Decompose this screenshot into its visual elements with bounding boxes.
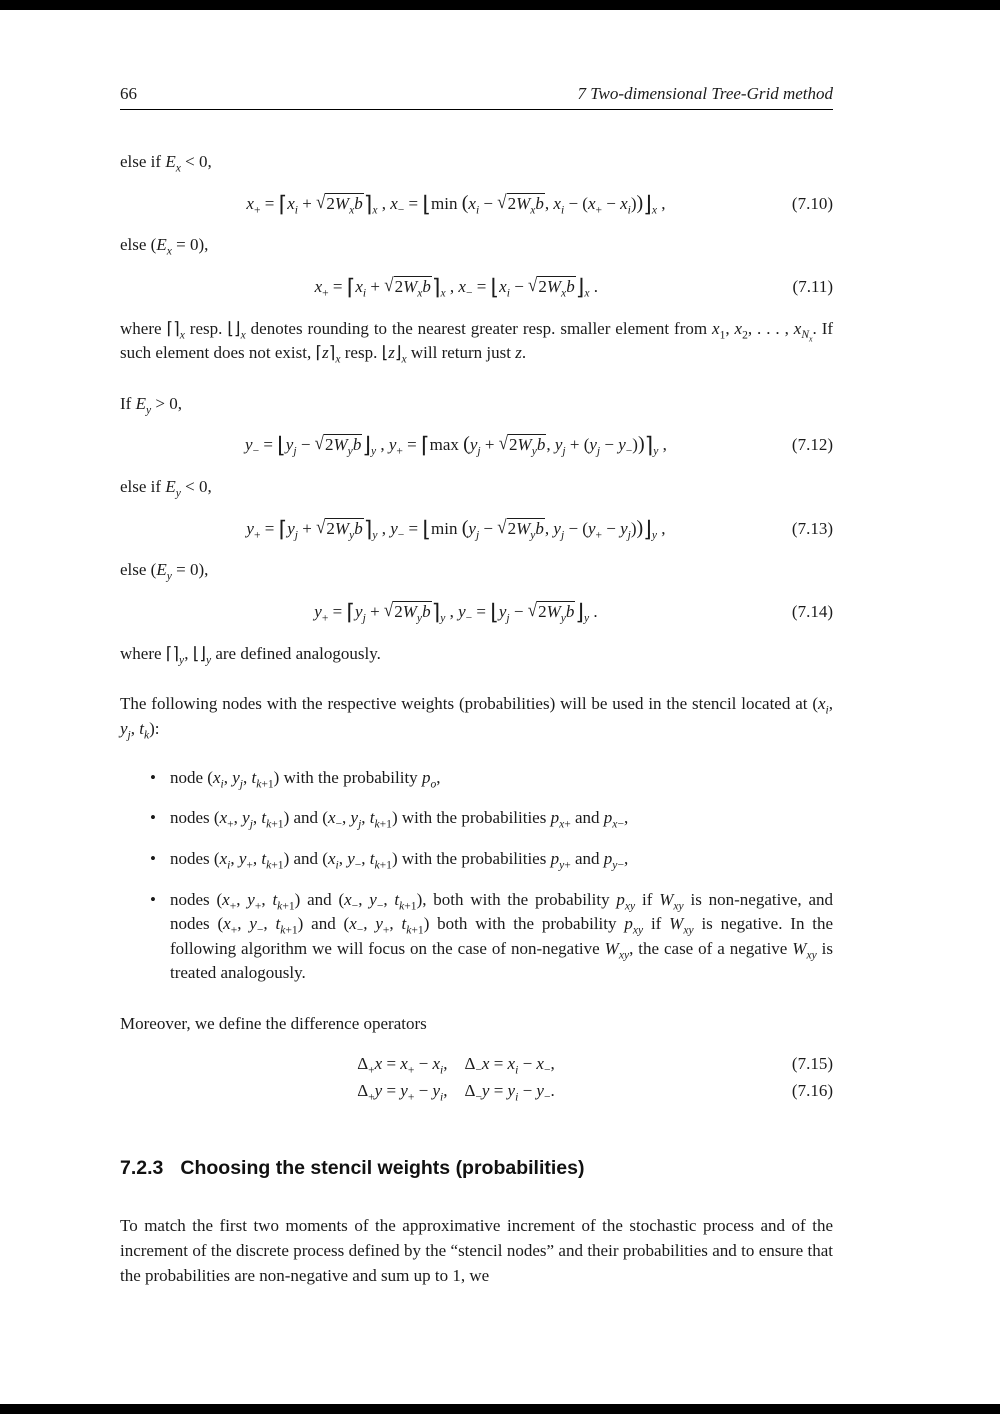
equation-7-15-math: $\Delta_+x = x_+ - x_i$, $\Delta_-x = x_i - x_-$, (357, 1053, 555, 1077)
paragraph-where-x: where $⌈⌉_x$ resp. $⌊⌋_x$ denotes rounding to the nearest greater resp. smaller element from $x_1$, $x_2$, . . . , $x_{N_x}$. If such element does not exist, $⌈z⌉_x$ resp. $⌊z⌋_x$ will return just z. (120, 318, 834, 366)
equation-7-14 (120, 600, 833, 625)
paragraph-closing: To match the first two moments of the approximative increment of the stochastic process and of the increment of the discrete process defined by the “stencil nodes” and their probabilities and to ensure that the probabilities are non-negative and sum up to 1, we (120, 1216, 833, 1285)
condition-ey-negative: else if $E_y < 0$, (120, 477, 212, 500)
stencil-node-item-text: nodes ($x_+$, $y_+$, $t_{k+1}$) and ($x_-$, $y_-$, $t_{k+1}$), both with the probability $p_{xy}$ if $W_{xy}$ is non-negative, and nodes ($x_+$, $y_-$, $t_{k+1}$) and ($x_-$, $y_+$, $t_{k+1}$) both with the probability $p_{xy}$ if $W_{xy}$ is negative. In the following algorithm we will focus on the case of non-negative $W_{xy}$, the case of a negative $W_{xy}$ is treated analogously. (170, 889, 834, 983)
equation-7-16 (120, 1079, 833, 1104)
stencil-node-item-text: node ($x_i$, $y_j$, $t_{k+1}$) with the probability $p_o$, (170, 767, 441, 790)
section-heading (120, 1154, 833, 1182)
page-header (120, 84, 833, 104)
condition-ex-zero: else $(E_x = 0)$, (120, 235, 209, 258)
section-number: 7.2.3 (120, 1157, 164, 1180)
equation-7-10 (120, 192, 833, 217)
bullet-icon: • (150, 767, 156, 787)
stencil-node-item-x (150, 806, 833, 831)
paragraph-where-y: where $⌈⌉_y$, $⌊⌋_y$ are defined analogously. (120, 643, 381, 667)
page-content (120, 150, 833, 1288)
page-number: 66 (120, 84, 137, 103)
condition-ey-zero: else $(E_y = 0)$, (120, 560, 209, 583)
equation-7-15-number: (7.15) (791, 1053, 833, 1073)
stencil-nodes-list (120, 766, 833, 986)
equation-7-13-number: (7.13) (791, 518, 833, 538)
equation-7-11-number: (7.11) (792, 276, 833, 296)
stencil-node-item-text: nodes ($x_+$, $y_j$, $t_{k+1}$) and ($x_-$, $y_j$, $t_{k+1}$) with the probabilities $p_{x+}$ and $p_{x-}$, (170, 808, 629, 831)
equation-7-11-math: $x_+$ = $⌈x_i$ + $√2W_xb⌉_x$ , $x_-$ = $⌊x_i$ − $√2W_xb⌋_x$ . (314, 274, 598, 300)
bottom-black-bar (0, 1404, 1000, 1414)
paragraph-moreover: Moreover, we define the difference operators (120, 1014, 427, 1034)
bullet-icon: • (150, 808, 156, 828)
bullet-icon: • (150, 848, 156, 868)
equation-7-11 (120, 275, 833, 300)
stencil-node-item-diagonal (150, 888, 833, 987)
condition-ex-negative: else if $E_x < 0$, (120, 152, 212, 175)
equation-7-10-math: $x_+$ = $⌈x_i$ + $√2W_xb⌉_x$ , $x_-$ = ⌊min ($x_i - √2W_xb$, $x_i - (x_+$ − $x_i))⌋_x$ , (246, 190, 666, 217)
equation-7-13 (120, 517, 833, 542)
header-rule (120, 109, 833, 110)
equation-7-12 (120, 433, 833, 458)
bullet-icon: • (150, 889, 156, 909)
condition-ey-positive: If $E_y > 0$, (120, 393, 182, 417)
paragraph-stencil-intro: The following nodes with the respective weights (probabilities) will be used in the stencil located at ($x_i$, $y_j$, $t_k$): (120, 694, 833, 742)
equation-7-14-number: (7.14) (791, 602, 833, 622)
equation-7-16-math: $\Delta_+y = y_+ - y_i$, $\Delta_-y = y_i - y_-$. (357, 1081, 555, 1104)
stencil-node-item-text: nodes ($x_i$, $y_+$, $t_{k+1}$) and ($x_i$, $y_-$, $t_{k+1}$) with the probabilities $p_{y+}$ and $p_{y-}$, (170, 848, 629, 872)
equation-7-14-math: $y_+$ = $⌈y_j$ + $√2W_yb⌉_y$ , $y_-$ = $⌊y_j$ − $√2W_yb⌋_y$ . (314, 599, 598, 625)
equation-7-13-math: $y_+$ = $⌈y_j$ + $√2W_yb⌉_y$ , $y_-$ = ⌊min ($y_j - √2W_yb$, $y_j - (y_+$ − $y_j))⌋_y$ , (246, 516, 666, 542)
equation-7-10-number: (7.10) (791, 193, 833, 213)
equation-7-12-math: $y_-$ = $⌊y_j$ − $√2W_yb⌋_y$ , $y_+$ = ⌈max ($y_j + √2W_yb$, $y_j + (y_j$ − $y_-))⌉_y$ , (245, 432, 667, 459)
equation-7-16-number: (7.16) (791, 1081, 833, 1101)
running-chapter-title: 7 Two-dimensional Tree-Grid method (577, 84, 833, 103)
equation-7-15 (120, 1052, 833, 1077)
stencil-node-item-y (150, 847, 833, 872)
equation-7-12-number: (7.12) (791, 435, 833, 455)
section-title: Choosing the stencil weights (probabilities) (180, 1157, 585, 1180)
stencil-node-item-center (150, 766, 833, 791)
